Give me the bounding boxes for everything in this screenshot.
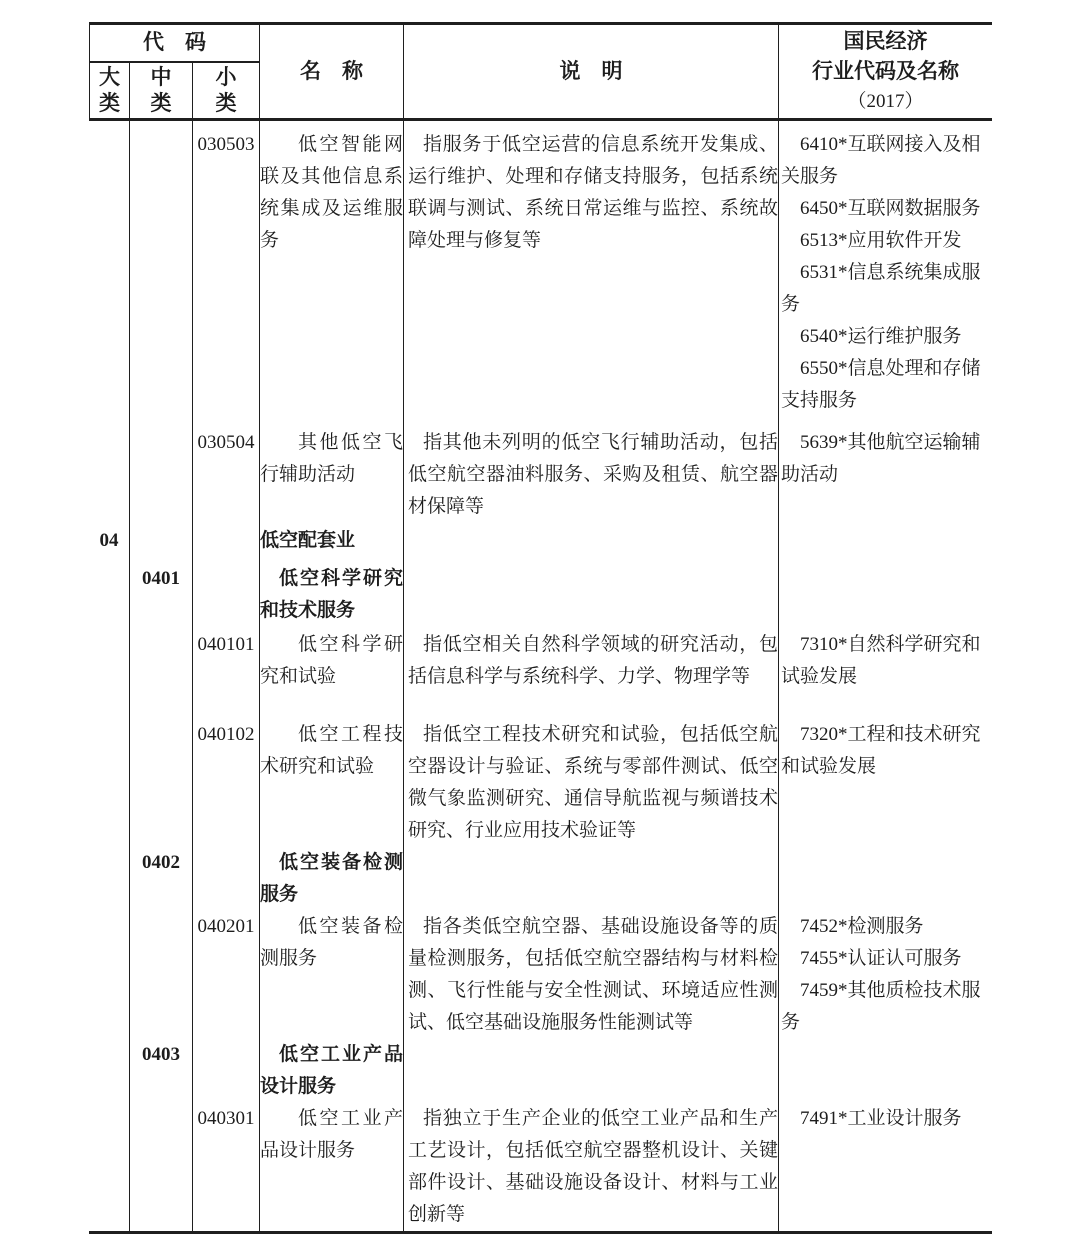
class-code: 0403 [142,1044,180,1065]
cell-major-code [89,911,129,1039]
class-name-text: 低空工业产品设计服务 [260,1044,403,1097]
industry-code-item: 7459*其他质检技术服务 [781,980,981,1033]
header-cell-name [259,25,403,121]
industry-code-item: 6410*互联网接入及相关服务 [781,134,981,187]
industry-code-item: 7310*自然科学研究和试验发展 [781,634,981,687]
cell-name [259,417,403,523]
industry-code-item: 6531*信息系统集成服务 [781,262,981,315]
cell-medium-code [129,847,192,911]
code-group-label: 代 码 [143,31,206,54]
cell-name [259,911,403,1039]
cell-medium-code [129,627,192,693]
class-code: 0402 [142,852,180,873]
cell-name [259,1103,403,1231]
header-cell-industry [778,25,992,121]
class-name-text: 其他低空飞行辅助活动 [260,432,403,485]
cell-industry-codes [778,1039,992,1103]
cell-major-code [89,417,129,523]
description-text: 指低空相关自然科学领域的研究活动，包括信息科学与系统科学、力学、物理学等 [408,634,778,687]
cell-minor-code [192,557,259,627]
cell-minor-code [192,627,259,693]
class-name-text: 低空工业产品设计服务 [260,1108,403,1161]
industry-code-item: 6450*互联网数据服务 [800,198,981,219]
cell-medium-code [129,693,192,847]
cell-major-code [89,693,129,847]
cell-description [403,911,778,1039]
cell-description [403,627,778,693]
industry-code-item: 7452*检测服务 [800,916,924,937]
minor-class-label: 小类 [215,65,237,115]
cell-name [259,121,403,417]
cell-medium-code [129,1039,192,1103]
cell-name [259,523,403,557]
industry-code-item: 5639*其他航空运输辅助活动 [781,432,981,485]
cell-description [403,693,778,847]
class-code: 040201 [197,916,255,937]
cell-description [403,847,778,911]
cell-minor-code [192,121,259,417]
class-code: 030504 [197,432,255,453]
cell-medium-code [129,121,192,417]
industry-code-item: 6550*信息处理和存储支持服务 [781,358,981,411]
cell-name [259,627,403,693]
description-column-label: 说 明 [559,59,623,83]
industry-label-year: （2017） [847,90,924,112]
name-column-label: 名 称 [300,59,363,83]
cell-major-code [89,847,129,911]
cell-industry-codes [778,693,992,847]
cell-minor-code [192,847,259,911]
cell-industry-codes [778,1103,992,1231]
classification-table [89,22,992,1234]
cell-minor-code [192,417,259,523]
class-code: 04 [99,530,119,551]
cell-description [403,523,778,557]
industry-code-item: 6540*运行维护服务 [800,326,962,347]
industry-code-item: 7491*工业设计服务 [800,1108,962,1129]
class-name-text: 低空科学研究和技术服务 [260,568,403,621]
description-text: 指独立于生产企业的低空工业产品和生产工艺设计，包括低空航空器整机设计、关键部件设计、基础设施设备设计、材料与工业创新等 [408,1108,778,1225]
class-name-text: 低空配套业 [260,530,356,551]
cell-minor-code [192,693,259,847]
class-name-text: 低空科学研究和试验 [260,634,403,687]
cell-major-code [89,557,129,627]
cell-industry-codes [778,523,992,557]
cell-industry-codes [778,911,992,1039]
class-name-text: 低空工程技术研究和试验 [260,724,403,777]
cell-minor-code [192,911,259,1039]
cell-medium-code [129,911,192,1039]
cell-medium-code [129,523,192,557]
header-cell-description [403,25,778,121]
industry-code-item: 7455*认证认可服务 [800,948,962,969]
cell-major-code [89,627,129,693]
cell-industry-codes [778,121,992,417]
class-name-text: 低空装备检测服务 [260,852,403,905]
header-cell-major-class [89,63,129,121]
cell-medium-code [129,557,192,627]
cell-description [403,1039,778,1103]
description-text: 指其他未列明的低空飞行辅助活动，包括低空航空器油料服务、采购及租赁、航空器材保障等 [408,432,778,517]
major-class-label: 大类 [98,65,120,115]
cell-description [403,417,778,523]
industry-code-item: 7320*工程和技术研究和试验发展 [781,724,981,777]
header-cell-minor-class [192,63,259,121]
description-text: 指低空工程技术研究和试验，包括低空航空器设计与验证、系统与零部件测试、低空微气象监测研究、通信导航监视与频谱技术研究、行业应用技术验证等 [408,724,778,841]
class-code: 030503 [197,134,255,155]
description-text: 指各类低空航空器、基础设施设备等的质量检测服务，包括低空航空器结构与材料检测、飞行性能与安全性测试、环境适应性测试、低空基础设施服务性能测试等 [408,916,778,1033]
cell-name [259,557,403,627]
industry-code-item: 6513*应用软件开发 [800,230,962,251]
class-code: 0401 [142,568,180,589]
cell-industry-codes [778,557,992,627]
class-code: 040101 [197,634,255,655]
medium-class-label: 中类 [150,65,172,115]
cell-description [403,1103,778,1231]
cell-description [403,121,778,417]
class-name-text: 低空装备检测服务 [260,916,403,969]
cell-name [259,693,403,847]
description-text: 指服务于低空运营的信息系统开发集成、运行维护、处理和存储支持服务，包括系统联调与测试、系统日常运维与监控、系统故障处理与修复等 [408,134,778,251]
class-code: 040301 [197,1108,255,1129]
cell-minor-code [192,523,259,557]
cell-industry-codes [778,847,992,911]
cell-name [259,1039,403,1103]
cell-minor-code [192,1039,259,1103]
cell-major-code [89,523,129,557]
cell-minor-code [192,1103,259,1231]
cell-industry-codes [778,417,992,523]
industry-label-line2: 行业代码及名称 [812,59,959,83]
cell-major-code [89,121,129,417]
cell-major-code [89,1103,129,1231]
industry-label-line1: 国民经济 [843,29,928,53]
header-cell-medium-class [129,63,192,121]
class-name-text: 低空智能网联及其他信息系统集成及运维服务 [260,134,403,251]
header-cell-code-group [89,25,259,63]
cell-industry-codes [778,627,992,693]
cell-name [259,847,403,911]
cell-description [403,557,778,627]
cell-medium-code [129,417,192,523]
cell-major-code [89,1039,129,1103]
class-code: 040102 [197,724,255,745]
cell-medium-code [129,1103,192,1231]
